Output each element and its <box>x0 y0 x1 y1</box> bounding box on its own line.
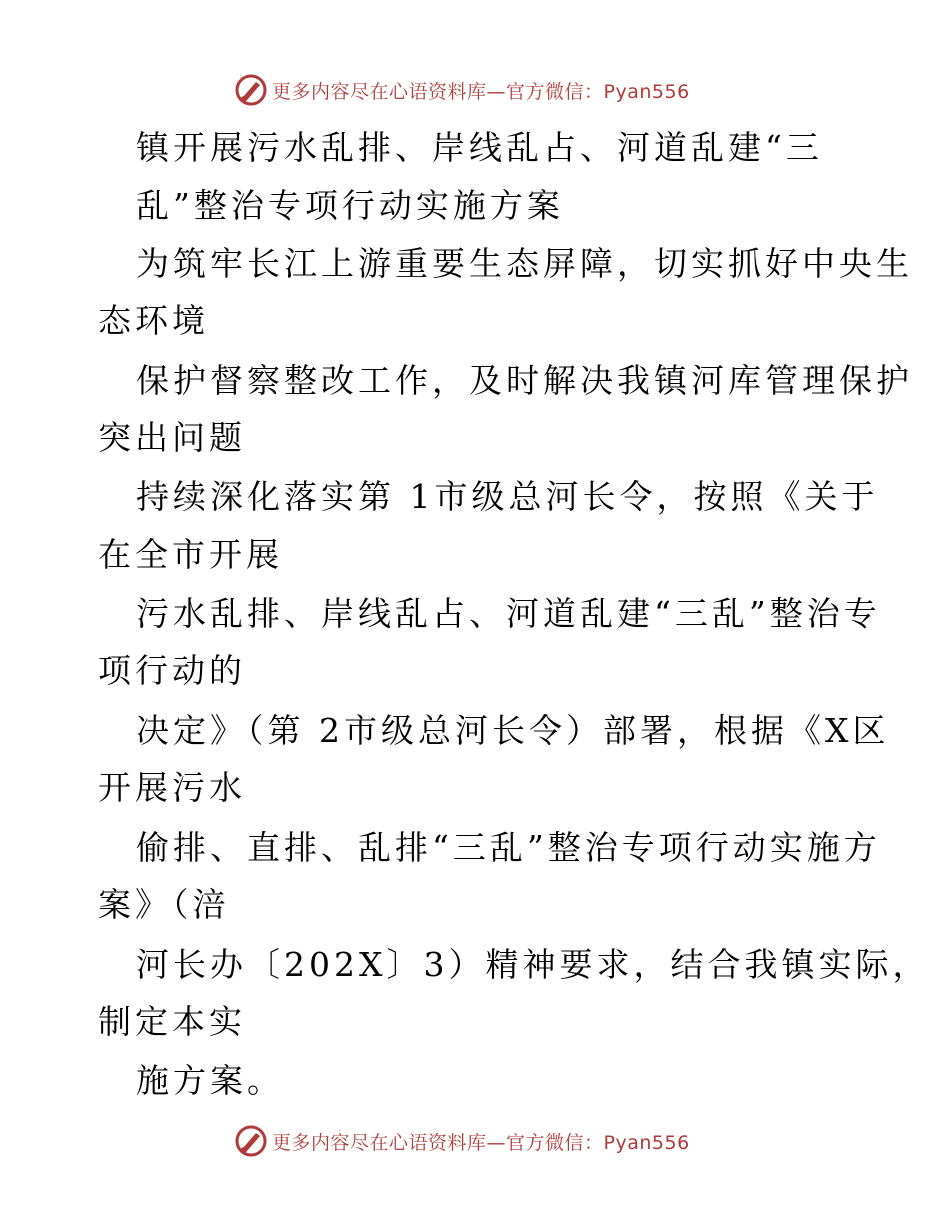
text-line: 决定》（第 2市级总河长令）部署，根据《X区 <box>136 711 890 750</box>
text-line: 乱”整治专项行动实施方案 <box>136 186 564 225</box>
text-line: 河长办〔202X〕3）精神要求，结合我镇实际， <box>136 945 930 984</box>
text-line: 保护督察整改工作，及时解决我镇河库管理保护 <box>136 361 913 400</box>
text-line: 施方案。 <box>136 1061 284 1100</box>
text-line: 为筑牢长江上游重要生态屏障，切实抓好中央生 <box>136 244 913 283</box>
text-line: 开展污水 <box>98 768 246 807</box>
text-line: 在全市开展 <box>98 535 283 574</box>
text-line: 案》（涪 <box>98 885 230 924</box>
text-line: 态环境 <box>98 301 209 340</box>
header-banner-text: 更多内容尽在心语资料库—官方微信：Pyan556 <box>272 80 690 103</box>
text-line: 镇开展污水乱排、岸线乱占、河道乱建“三 <box>136 128 823 167</box>
text-line: 持续深化落实第 1市级总河长令，按照《关于 <box>136 477 879 516</box>
footer-banner-text: 更多内容尽在心语资料库—官方微信：Pyan556 <box>272 1131 690 1154</box>
text-line: 突出问题 <box>98 418 246 457</box>
text-line: 污水乱排、岸线乱占、河道乱建“三乱”整治专 <box>136 594 881 633</box>
text-line: 制定本实 <box>98 1002 246 1041</box>
text-line: 偷排、直排、乱排“三乱”整治专项行动实施方 <box>136 828 881 867</box>
text-line: 项行动的 <box>98 651 246 690</box>
footer-watermark <box>234 1123 690 1159</box>
brand-logo-icon <box>234 1124 268 1158</box>
